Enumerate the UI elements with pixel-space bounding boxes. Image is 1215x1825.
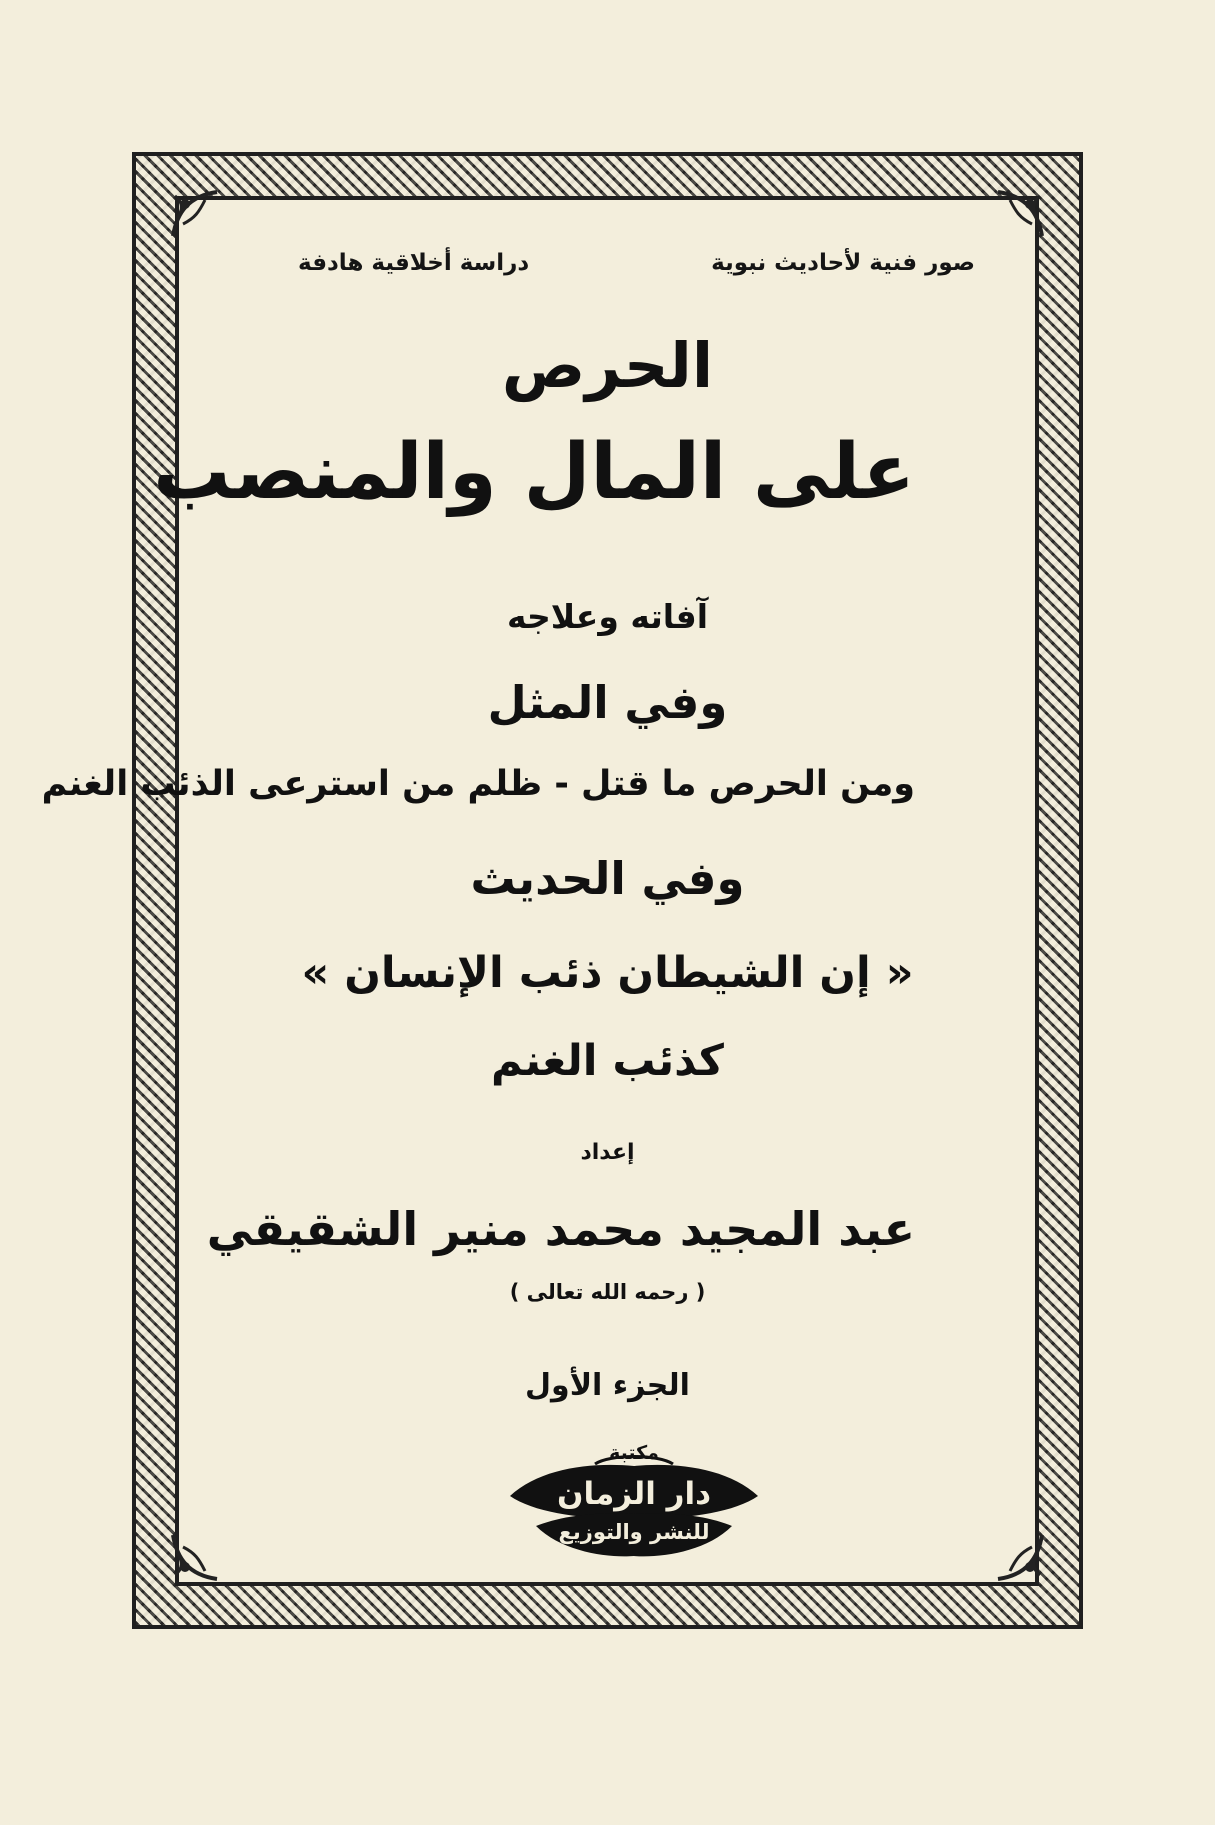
- author-name: عبد المجيد محمد منير الشقيقي: [206, 1202, 915, 1256]
- corner-ornament-icon: [988, 1525, 1050, 1587]
- book-subtitle: آفاته وعلاجه: [506, 597, 709, 636]
- series-subtitle-left: دراسة أخلاقية هادفة: [298, 250, 530, 276]
- corner-ornament-icon: [988, 184, 1050, 246]
- corner-ornament-icon: [165, 184, 227, 246]
- corner-ornament-icon: [165, 1525, 227, 1587]
- hadith-line-2: كذئب الغنم: [491, 1036, 724, 1086]
- proverb-heading: وفي المثل: [487, 676, 728, 729]
- series-subtitle-right: صور فنية لأحاديث نبوية: [711, 250, 975, 276]
- volume-label: الجزء الأول: [525, 1368, 690, 1403]
- proverb-text: ومن الحرص ما قتل - ظلم من استرعى الذئب الغنم: [41, 764, 915, 804]
- publisher-name: دار الزمان: [556, 1476, 712, 1512]
- publisher-tagline: للنشر والتوزيع: [558, 1520, 710, 1544]
- publisher-logo: [500, 1438, 768, 1563]
- author-honorific: ( رحمه الله تعالى ): [509, 1280, 706, 1304]
- page-title-line-2: على المال والمنصب: [153, 428, 915, 517]
- prepared-by-label: إعداد: [580, 1140, 635, 1165]
- publisher-small-label: مكتبة: [609, 1442, 659, 1464]
- page-title-line-1: الحرص: [501, 329, 714, 402]
- hadith-heading: وفي الحديث: [470, 852, 745, 905]
- hadith-line-1: « إن الشيطان ذئب الإنسان »: [301, 948, 914, 998]
